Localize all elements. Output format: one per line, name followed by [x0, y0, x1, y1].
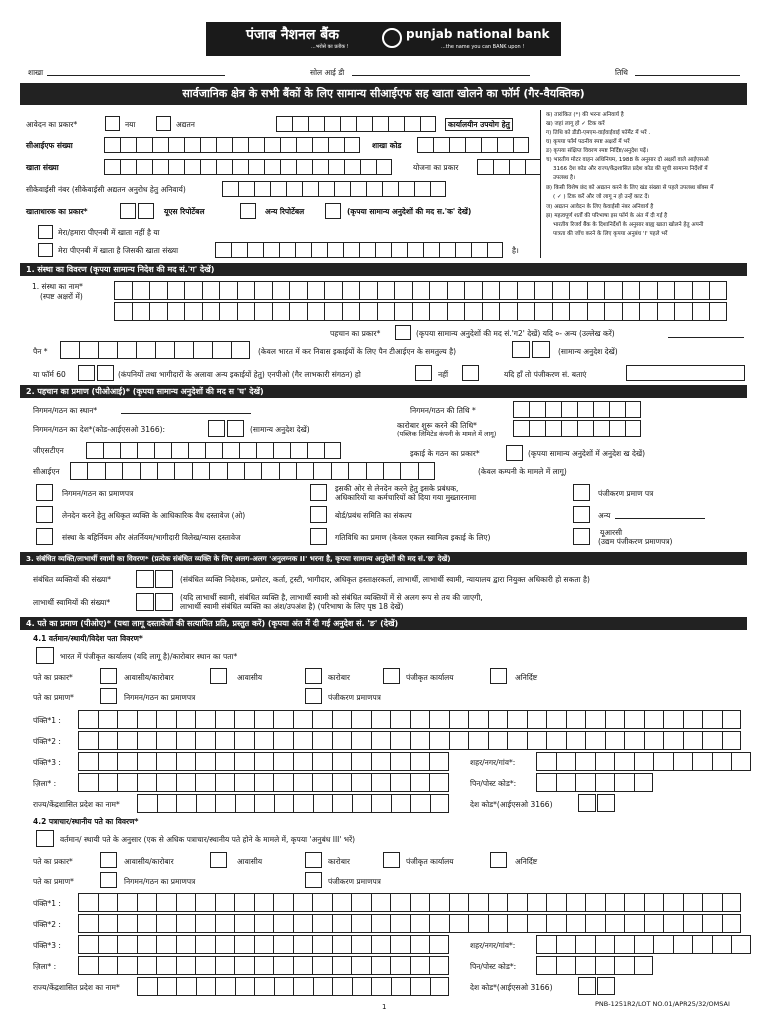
entity-name-row2[interactable] [114, 302, 727, 321]
doc-poa-checkbox[interactable] [310, 484, 327, 501]
entity-type-label: इकाई के गठन का प्रकार* [410, 449, 480, 458]
date-label: तिथि [615, 68, 628, 77]
proof-incorporation-checkbox[interactable] [100, 688, 117, 704]
note: घ) कृपया फॉर्म पठनीय स्पष्ट अक्षरों में भरें [546, 139, 630, 145]
doc-other-field[interactable] [615, 518, 705, 519]
cin-boxes[interactable] [70, 462, 435, 480]
ckyc-label: सीकेवाईसी नंबर (सीकेवाईसी अद्यतन अनुरोध हेतु अनिवार्य) [26, 185, 186, 194]
corr-state-label: राज्य/केंद्रशासित प्रदेश का नाम* [33, 983, 120, 992]
country-code-b[interactable] [597, 794, 615, 812]
related-count-note: (संबंधित व्यक्ति निदेशक, प्रमोटर, कर्ता, ट्रस्टी, भागीदार, अधिकृत हस्ताक्षरकर्ता, लाभार्थी, लाभार्थी स्वामी, न्यायालय द्वारा नियुक्त अधिकारी हो सकता है) [180, 575, 590, 584]
pin-boxes[interactable] [536, 773, 653, 792]
corr-residential-label: आवासीय [237, 857, 263, 866]
doc-registration-checkbox[interactable] [573, 484, 590, 501]
pan-box-a[interactable] [512, 341, 530, 358]
doc-moa-label: संस्था के बहिर्नियम और अंतर्नियम/भागीदारी विलेख/न्यास दस्तावेज [62, 533, 241, 542]
addr-unspecified-label: अनिर्दिष्ट [515, 673, 538, 682]
business-start-date-label: कारोबार शुरू करने की तिथि* [397, 421, 477, 430]
branch-code-boxes[interactable] [417, 137, 529, 153]
page-number: 1 [382, 1003, 387, 1011]
see-note-a: (कृपया सामान्य अनुदेशों की मद स.'क' देखें) [347, 207, 472, 216]
addr-res-business-checkbox[interactable] [100, 668, 117, 684]
new-checkbox[interactable] [105, 116, 120, 131]
corr-line3-label: पंक्ति*3 : [33, 941, 61, 950]
office-use-label: कार्यालयीन उपयोग हेतु [445, 118, 513, 131]
corr-business-label: कारोबार [328, 857, 351, 866]
us-reportable-label: यूएस रिपोर्टेबल [164, 207, 205, 216]
doc-poa-label-1: इसकी ओर से लेनदेन करने हेतु इसके प्रबंधक, [335, 484, 459, 493]
doc-other-label: अन्य [598, 511, 611, 520]
incorporation-date-boxes[interactable] [513, 401, 641, 418]
addr-business-label: कारोबार [328, 673, 351, 682]
corr-proof-label: पते का प्रमाण* [33, 877, 74, 886]
new-label: नया [125, 120, 136, 129]
registered-office-label: भारत में पंजीकृत कार्यालय (यदि लागू है)/कारोबार स्थान का पता* [60, 652, 238, 661]
update-label: अद्यतन [176, 120, 195, 129]
address-line2-boxes[interactable] [78, 731, 741, 750]
corr-district-label: ज़िला* : [33, 962, 57, 971]
line3-label: पंक्ति*3 : [33, 758, 61, 767]
corr-line3-boxes[interactable] [78, 935, 449, 954]
section4-1-title: 4.1 वर्तमान/स्थायी/विदेश पता विवरण* [33, 634, 143, 643]
note: ग) तिथि को डीडी-एमएम-वाईवाईवाई फॉर्मेट में भरें . [546, 130, 651, 136]
note: छ) किसी विशेष छंद को अद्यतन करने के लिए खंड संख्या से पहले उपलब्ध बॉक्स में [546, 185, 714, 191]
application-type-label: आवेदन का प्रकार* [26, 120, 78, 129]
addr-residential-label: आवासीय [237, 673, 263, 682]
doc-activity-label: गतिविधि का प्रमाण (केवल एकल स्वामित्व इकाई के लिए) [335, 533, 491, 542]
bank-name-english: punjab national bank [406, 27, 550, 41]
address-line1-boxes[interactable] [78, 710, 741, 729]
cif-label: सीआईएफ संख्या [26, 141, 73, 150]
country-code-box-a[interactable] [208, 420, 225, 437]
npo-no-checkbox[interactable] [462, 365, 479, 381]
corr-registered-label: पंजीकृत कार्यालय [406, 857, 454, 866]
bank-logo-banner [206, 22, 561, 56]
doc-board-checkbox[interactable] [310, 506, 327, 523]
section4-title: 4. पते का प्रमाण (पीओए)* (यथा लागू दस्तावेजों की सत्यापित प्रति, प्रस्तुत करें) (कृपया अंत में दी गई अनुदेश सं. 'ङ' (देखें) [20, 617, 747, 630]
corr-country-code-label: देश कोड*(आईएसओ 3166) [470, 983, 553, 992]
doc-urc-label-1: यूआरसी [600, 528, 623, 537]
proof-registration-checkbox[interactable] [305, 688, 322, 704]
entity-type-note: (कृपया सामान्य अनुदेशों में अनुदेश ख देखें) [528, 449, 646, 458]
same-as-label: वर्तमान/ स्थायी पते के अनुसार (एक से अधिक पत्राचार/स्थानीय पते होने के मामले में, कृपया 'अनुबंध III' भरें) [60, 835, 356, 844]
entity-name-row1[interactable] [114, 281, 727, 300]
district-boxes[interactable] [78, 773, 449, 792]
other-reportable-label: अन्य रिपोर्टेबल [265, 207, 305, 216]
gstin-label: जीएसटीएन [33, 446, 64, 455]
country-code-label: देश कोड*(आईएसओ 3166) [470, 800, 553, 809]
beneficial-note-2: लाभार्थी स्वामी संबंधित व्यक्ति का अंश/उपअंश है) (परिभाषा के लिए पृष्ठ 18 देखें) [180, 602, 404, 611]
registration-no-label: यदि हाँ तो पंजीकरण सं. बताएं [504, 370, 587, 379]
related-count-box-b[interactable] [155, 570, 173, 588]
update-date-boxes[interactable] [276, 116, 436, 132]
sol-id-field[interactable] [352, 75, 530, 76]
doc-urc-checkbox[interactable] [573, 528, 590, 545]
corr-line1-label: पंक्ति*1 : [33, 899, 61, 908]
corr-state-boxes[interactable] [137, 977, 449, 996]
note: भारतीय रिजर्व बैंक के दिशानिर्देशों के अनुसार बाह्य खाता खोलने हेतु अपनी [553, 222, 704, 228]
corr-line2-label: पंक्ति*2 : [33, 920, 61, 929]
proof-incorporation-label: निगमन/गठन का प्रमाणपत्र [124, 693, 196, 702]
doc-authorized-label: लेनदेन करने हेतु अधिकृत व्यक्ति के आधिकारिक वैध दस्तावेज (ओ) [62, 511, 246, 520]
corr-line1-boxes[interactable] [78, 893, 741, 912]
pan-note: (केवल भारत में कर निवास इकाईयों के लिए पैन टीआईएन के समतुल्य है) [258, 347, 457, 356]
entity-type-box[interactable] [506, 445, 523, 461]
id-type-other-field[interactable] [668, 337, 744, 338]
address-type-label: पते का प्रकार* [33, 673, 73, 682]
addr-res-business-label: आवासीय/कारोबार [124, 673, 174, 682]
corr-pin-boxes[interactable] [536, 956, 653, 975]
note: ख) जहां लागू हो ✓ टिक करें [546, 121, 605, 127]
no-account-checkbox[interactable] [38, 225, 53, 239]
line2-label: पंक्ति*2 : [33, 737, 61, 746]
id-type-box[interactable] [395, 325, 411, 340]
corr-address-type-label: पते का प्रकार* [33, 857, 73, 866]
registered-office-checkbox[interactable] [36, 647, 54, 664]
business-start-date-note: (पब्लिक लिमिटेड कंपनी के मामले में लागू) [397, 430, 497, 438]
ckyc-boxes[interactable] [222, 181, 446, 197]
bank-name-hindi: पंजाब नैशनल बैंक [246, 27, 340, 43]
tagline-hindi: ...भरोसे का प्रतीक ! [311, 44, 349, 50]
corr-proof-incorporation-label: निगमन/गठन का प्रमाणपत्र [124, 877, 196, 886]
note: ङ) कृपया संक्षिप्त विवरण स्पष्ट निर्दिष्ट/अनुदेश पढ़ें। [546, 148, 649, 154]
note: च) भारतीय मोटर वाहन अधिनियम, 1988 के अनुसार दो अक्षरों वाले आईएसओ [546, 157, 709, 163]
corr-pin-label: पिन/पोस्ट कोड*: [470, 962, 517, 971]
addr-registered-checkbox[interactable] [383, 668, 400, 684]
corr-proof-incorporation-checkbox[interactable] [100, 872, 117, 888]
note: 3166 देश कोड और राज्य/केंद्रशासित प्रदेश कोड की सूची सामान्य निर्देशों में [553, 166, 708, 172]
corr-res-business-label: आवासीय/कारोबार [124, 857, 174, 866]
other-reportable-checkbox[interactable] [325, 203, 341, 219]
incorporation-date-label: निगमन/गठन की तिथि * [410, 406, 476, 415]
note: ( ✓ ) टिक करें और जो लागू न हो उन्हें काट दें। [553, 194, 650, 200]
same-as-checkbox[interactable] [36, 830, 54, 847]
district-label: ज़िला* : [33, 779, 57, 788]
related-count-box-a[interactable] [136, 570, 154, 588]
incorporation-country-label: निगमन/गठन का देश*(कोड-आईएसओ 3166): [33, 425, 166, 434]
state-label: राज्य/केंद्रशासित प्रदेश का नाम* [33, 800, 120, 809]
branch-field[interactable] [47, 75, 225, 76]
id-type-label: पहचान का प्रकार* [330, 329, 381, 338]
holder-type-label: खाताधारक का प्रकार* [26, 207, 88, 216]
date-field[interactable] [635, 75, 740, 76]
has-account-label: मेरा पीएनबी में खाता है जिसकी खाता संख्या [58, 246, 179, 255]
address-proof-label: पते का प्रमाण* [33, 693, 74, 702]
addr-residential-checkbox[interactable] [210, 668, 227, 684]
addr-unspecified-checkbox[interactable] [490, 668, 507, 684]
tagline-english: ...the name you can BANK upon ! [441, 44, 525, 50]
npo-no-label: नहीं [438, 370, 449, 379]
country-see-general: (सामान्य अनुदेश देखें) [250, 425, 310, 434]
doc-other-checkbox[interactable] [573, 506, 590, 523]
holder-type-box-1[interactable] [120, 203, 136, 219]
pan-label: पैन * [33, 347, 48, 356]
corr-unspecified-label: अनिर्दिष्ट [515, 857, 538, 866]
doc-incorporation-checkbox[interactable] [36, 484, 53, 501]
form-code: PNB-1251R2/LOT NO.01/APR25/32/OMSAI [595, 1000, 730, 1008]
has-account-checkbox[interactable] [38, 243, 53, 257]
proof-registration-label: पंजीकरण प्रमाणपत्र [328, 693, 381, 702]
city-label: शहर/नगर/गांव*: [470, 758, 516, 767]
business-start-date-boxes[interactable] [513, 420, 641, 437]
doc-board-label: बोर्ड/प्रबंध समिति का संकल्प [335, 511, 412, 520]
section1-title: 1. संस्था का विवरण (कृपया सामान्य निदेश की मद सं.'ग' देखें) [20, 263, 747, 276]
doc-registration-label: पंजीकरण प्रमाण पत्र [598, 489, 654, 498]
form60-box-a[interactable] [78, 365, 95, 381]
note: पात्रता की जाँच करने के लिए कृपया अनुबंध 'I' पहले भरें [553, 231, 668, 237]
note: ज) अद्यतन आवेदन के लिए केवाईसी नंबर अनिवार्य है [546, 204, 654, 210]
state-boxes[interactable] [137, 794, 449, 813]
country-code-box-b[interactable] [227, 420, 244, 437]
form60-label: या फॉर्म 60 [33, 370, 66, 379]
section4-2-title: 4.2 पत्राचार/स्थानीय पते का विवरण* [33, 817, 139, 826]
has-account-end: है। [512, 246, 519, 255]
pan-boxes[interactable] [60, 341, 250, 359]
address-line3-boxes[interactable] [78, 752, 449, 771]
doc-authorized-checkbox[interactable] [36, 506, 53, 523]
pan-see-general: (सामान्य अनुदेश देखें) [558, 347, 618, 356]
beneficial-count-box-b[interactable] [155, 593, 173, 611]
branch-code-label: शाखा कोड [372, 141, 402, 150]
holder-type-box-2[interactable] [138, 203, 154, 219]
beneficial-count-box-a[interactable] [136, 593, 154, 611]
corr-proof-registration-label: पंजीकरण प्रमाणपत्र [328, 877, 381, 886]
sol-id-label: सोल आई डी [310, 68, 345, 77]
corr-city-label: शहर/नगर/गांव*: [470, 941, 516, 950]
instructions-panel [540, 110, 746, 258]
npo-yes-checkbox[interactable] [415, 365, 432, 381]
pin-label: पिन/पोस्ट कोड*: [470, 779, 517, 788]
id-type-note: (कृपया सामान्य अनुदेशों की मद सं.'ग2' देखें) यदि ०- अन्य (उल्लेख करें) [416, 329, 615, 338]
pnb-emblem-icon [382, 28, 402, 48]
entity-name-hint: (स्पष्ट अक्षरों में) [40, 292, 83, 301]
note: क) तारांकित (*) की भरना अनिवार्य है [546, 112, 624, 118]
corr-city-boxes[interactable] [536, 935, 751, 954]
cin-note: (केवल कम्पनी के मामले में लागू) [478, 467, 567, 476]
entity-name-label: 1. संस्था का नाम* [32, 282, 83, 291]
corr-country-code-a[interactable] [578, 977, 596, 995]
beneficial-note-1: (यदि लाभार्थी स्वामी, संबंधित व्यक्ति है, लाभार्थी स्वामी को संबंधित व्यक्तियों में से अलग रूप से तय की जाएगी, [180, 593, 483, 602]
form-title: सार्वजानिक क्षेत्र के सभी बैंकों के लिए सामान्य सीआईएफ सह खाता खोलने का फॉर्म (गैर-वैयक्तिक) [20, 83, 747, 105]
form60-box-b[interactable] [97, 365, 114, 381]
incorporation-place-label: निगमन/गठन का स्थान* [33, 406, 98, 415]
corr-res-business-checkbox[interactable] [100, 852, 117, 868]
branch-label: शाखा [28, 68, 44, 77]
corr-country-code-b[interactable] [597, 977, 615, 995]
line1-label: पंक्ति*1 : [33, 716, 61, 725]
doc-moa-checkbox[interactable] [36, 528, 53, 545]
cif-boxes[interactable] [104, 137, 360, 153]
addr-registered-label: पंजीकृत कार्यालय [406, 673, 454, 682]
registration-no-field[interactable] [626, 365, 745, 381]
note: उपलब्ध है। [553, 175, 576, 181]
doc-incorporation-label: निगमन/गठन का प्रमाणपत्र [62, 489, 134, 498]
corr-registered-checkbox[interactable] [383, 852, 400, 868]
account-no-label: खाता संख्या [26, 163, 59, 172]
us-reportable-checkbox[interactable] [240, 203, 256, 219]
doc-urc-label-2: (उद्यम पंजीकरण प्रमाणपत्र) [598, 537, 673, 546]
city-boxes[interactable] [536, 752, 751, 771]
section3-title: 3. संबंधित व्यक्ति/लाभार्थी स्वामी का विवरण* (प्रत्येक संबंधित व्यक्ति के लिए अलग-अलग 'अनुलग्नक II' भरना है, कृपया सामान्य अनुदेशों की मद सं.'छ' देखें) [20, 552, 747, 565]
gstin-boxes[interactable] [86, 442, 341, 459]
form60-note: (कंपनियों तथा भागीदारों के अलावा अन्य इकाईयों हेतु) एनपीओ (गैर लाभकारी संगठन) हो [118, 370, 361, 379]
corr-proof-registration-checkbox[interactable] [305, 872, 322, 888]
corr-district-boxes[interactable] [78, 956, 449, 975]
country-code-a[interactable] [578, 794, 596, 812]
section2-title: 2. पहचान का प्रमाण (पीओआई)* (कृपया सामान्य अनुदेशों की मद स 'घ' देखें) [20, 385, 747, 398]
pan-box-b[interactable] [532, 341, 550, 358]
update-checkbox[interactable] [156, 116, 171, 131]
incorporation-place-field[interactable] [121, 413, 251, 414]
cin-label: सीआईएन [33, 467, 60, 476]
existing-account-boxes[interactable] [215, 242, 503, 258]
no-account-label: मेरा/हमारा पीएनबी में खाता नहीं है या [58, 228, 160, 237]
corr-business-checkbox[interactable] [305, 852, 322, 868]
scheme-type-label: योजना का प्रकार [413, 163, 459, 172]
addr-business-checkbox[interactable] [305, 668, 322, 684]
note: झ) महत्वपूर्ण शर्तों की परिभाषा इस फॉर्म के अंत में दी गई है [546, 213, 668, 219]
corr-line2-boxes[interactable] [78, 914, 741, 933]
corr-residential-checkbox[interactable] [210, 852, 227, 868]
doc-activity-checkbox[interactable] [310, 528, 327, 545]
related-count-label: संबंधित व्यक्तियों की संख्या* [33, 575, 111, 584]
beneficial-count-label: लाभार्थी स्वामियों की संख्या* [33, 598, 111, 607]
account-no-boxes[interactable] [104, 159, 392, 175]
doc-poa-label-2: अधिकारियों या कर्मचारियों को दिया गया मुख्तारनामा [335, 493, 477, 502]
scheme-type-boxes[interactable] [477, 159, 541, 175]
corr-unspecified-checkbox[interactable] [490, 852, 507, 868]
